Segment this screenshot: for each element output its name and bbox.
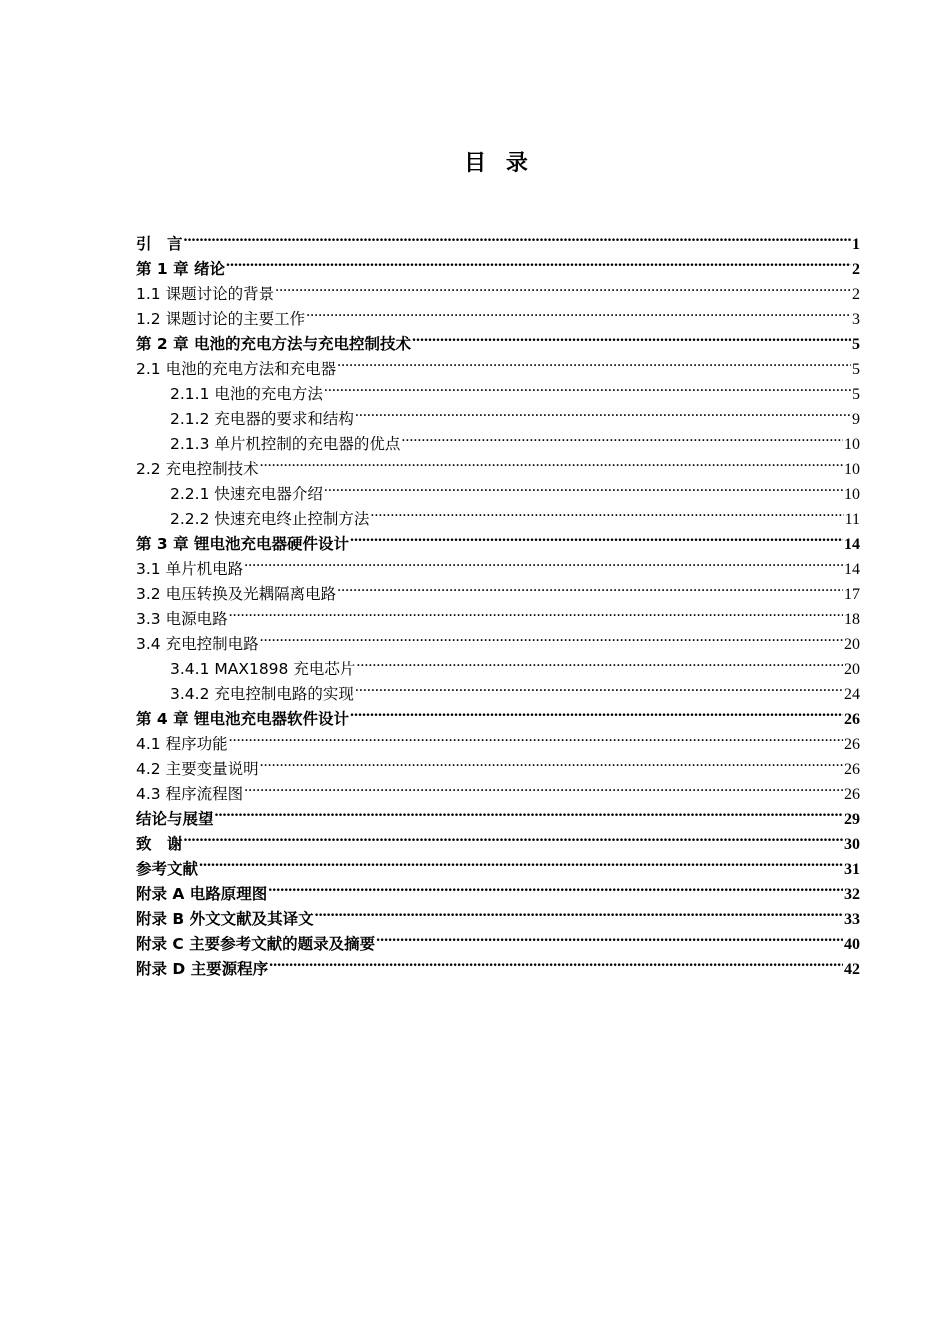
dot-leader bbox=[324, 374, 851, 399]
dot-leader bbox=[324, 474, 843, 499]
toc-entry[interactable] bbox=[136, 249, 860, 278]
dot-leader bbox=[355, 399, 851, 424]
dot-leader bbox=[184, 224, 851, 249]
toc-entry-page-number: 29 bbox=[844, 811, 860, 828]
toc-entry-page-number: 20 bbox=[844, 661, 860, 678]
toc-entry-page-number: 11 bbox=[844, 511, 860, 528]
toc-entry-label: 参考文献 bbox=[136, 860, 199, 878]
toc-entry-page-number: 40 bbox=[844, 936, 860, 953]
toc-entry[interactable] bbox=[136, 874, 860, 903]
dot-leader bbox=[244, 774, 843, 799]
toc-entry-label: 2.1.2 充电器的要求和结构 bbox=[170, 410, 354, 428]
toc-entry-label: 4.3 程序流程图 bbox=[136, 785, 244, 803]
toc-entry-label: 结论与展望 bbox=[136, 810, 214, 828]
dot-leader bbox=[356, 649, 843, 674]
dot-leader bbox=[229, 599, 843, 624]
toc-entry-label: 第 4 章 锂电池充电器软件设计 bbox=[136, 710, 349, 728]
toc-entry-page-number: 2 bbox=[852, 261, 860, 278]
dot-leader bbox=[215, 799, 843, 824]
toc-entry-label: 引 言 bbox=[136, 235, 183, 253]
dot-leader bbox=[184, 824, 843, 849]
toc-entry-page-number: 20 bbox=[844, 636, 860, 653]
toc-entry-label: 2.1.3 单片机控制的充电器的优点 bbox=[170, 435, 401, 453]
dot-leader bbox=[306, 299, 851, 324]
toc-entry-label: 致 谢 bbox=[136, 835, 183, 853]
dot-leader bbox=[376, 924, 843, 949]
toc-entry-label: 1.1 课题讨论的背景 bbox=[136, 285, 275, 303]
toc-entry[interactable] bbox=[136, 549, 860, 578]
dot-leader bbox=[260, 749, 843, 774]
toc-entry-label: 附录 D 主要源程序 bbox=[136, 960, 269, 978]
dot-leader bbox=[355, 674, 843, 699]
toc-entry-label: 2.2.1 快速充电器介绍 bbox=[170, 485, 323, 503]
dot-leader bbox=[260, 449, 843, 474]
dot-leader bbox=[350, 699, 843, 724]
toc-entry-page-number: 26 bbox=[844, 736, 860, 753]
toc-entry-page-number: 18 bbox=[844, 611, 860, 628]
toc-entry-page-number: 1 bbox=[852, 236, 860, 253]
toc-entry-page-number: 33 bbox=[844, 911, 860, 928]
dot-leader bbox=[226, 249, 851, 274]
dot-leader bbox=[268, 874, 843, 899]
toc-entry-page-number: 14 bbox=[844, 536, 860, 553]
toc-entry[interactable] bbox=[136, 749, 860, 778]
toc-entry-label: 2.1 电池的充电方法和充电器 bbox=[136, 360, 337, 378]
dot-leader bbox=[401, 424, 843, 449]
table-of-contents bbox=[136, 224, 860, 978]
dot-leader bbox=[229, 724, 843, 749]
toc-entry[interactable] bbox=[136, 274, 860, 303]
toc-entry-label: 附录 C 主要参考文献的题录及摘要 bbox=[136, 935, 376, 953]
toc-entry[interactable] bbox=[136, 824, 860, 853]
toc-entry-page-number: 30 bbox=[844, 836, 860, 853]
toc-title: 目 录 bbox=[464, 151, 534, 176]
toc-entry-page-number: 24 bbox=[844, 686, 860, 703]
toc-entry-page-number: 10 bbox=[844, 486, 860, 503]
toc-entry-page-number: 3 bbox=[852, 311, 860, 328]
toc-entry[interactable] bbox=[136, 724, 860, 753]
toc-entry[interactable] bbox=[136, 224, 860, 253]
toc-entry-page-number: 2 bbox=[852, 286, 860, 303]
toc-entry-label: 3.4 充电控制电路 bbox=[136, 635, 259, 653]
toc-entry-label: 第 3 章 锂电池充电器硬件设计 bbox=[136, 535, 349, 553]
toc-entry-page-number: 5 bbox=[852, 336, 860, 353]
toc-entry-label: 2.2.2 快速充电终止控制方法 bbox=[170, 510, 370, 528]
toc-entry-page-number: 10 bbox=[844, 461, 860, 478]
toc-entry-label: 3.2 电压转换及光耦隔离电路 bbox=[136, 585, 337, 603]
toc-entry-label: 3.4.1 MAX1898 充电芯片 bbox=[170, 660, 356, 678]
toc-entry-page-number: 42 bbox=[844, 961, 860, 978]
toc-entry-page-number: 14 bbox=[844, 561, 860, 578]
toc-entry-page-number: 32 bbox=[844, 886, 860, 903]
dot-leader bbox=[412, 324, 851, 349]
toc-entry-label: 附录 B 外文文献及其译文 bbox=[136, 910, 314, 928]
toc-entry-page-number: 26 bbox=[844, 711, 860, 728]
toc-entry[interactable] bbox=[136, 624, 860, 653]
dot-leader bbox=[244, 549, 843, 574]
toc-entry-page-number: 9 bbox=[852, 411, 860, 428]
toc-entry-label: 1.2 课题讨论的主要工作 bbox=[136, 310, 306, 328]
toc-entry-page-number: 26 bbox=[844, 761, 860, 778]
toc-entry[interactable] bbox=[136, 774, 860, 803]
dot-leader bbox=[315, 899, 843, 924]
dot-leader bbox=[337, 574, 843, 599]
toc-entry-page-number: 5 bbox=[852, 361, 860, 378]
dot-leader bbox=[260, 624, 843, 649]
toc-entry-label: 2.2 充电控制技术 bbox=[136, 460, 259, 478]
toc-entry-label: 3.4.2 充电控制电路的实现 bbox=[170, 685, 354, 703]
toc-entry[interactable] bbox=[136, 849, 860, 878]
toc-entry-label: 附录 A 电路原理图 bbox=[136, 885, 268, 903]
toc-entry-page-number: 10 bbox=[844, 436, 860, 453]
toc-entry-page-number: 17 bbox=[844, 586, 860, 603]
dot-leader bbox=[275, 274, 851, 299]
toc-entry-label: 3.1 单片机电路 bbox=[136, 560, 244, 578]
dot-leader bbox=[370, 499, 843, 524]
toc-entry-label: 第 2 章 电池的充电方法与充电控制技术 bbox=[136, 335, 411, 353]
toc-entry-page-number: 5 bbox=[852, 386, 860, 403]
dot-leader bbox=[199, 849, 843, 874]
toc-entry-page-number: 26 bbox=[844, 786, 860, 803]
toc-entry[interactable] bbox=[136, 599, 860, 628]
toc-entry-label: 4.2 主要变量说明 bbox=[136, 760, 259, 778]
toc-entry-label: 4.1 程序功能 bbox=[136, 735, 228, 753]
toc-entry-label: 3.3 电源电路 bbox=[136, 610, 228, 628]
toc-entry[interactable] bbox=[136, 574, 860, 603]
toc-entry-label: 第 1 章 绪论 bbox=[136, 260, 225, 278]
dot-leader bbox=[350, 524, 843, 549]
dot-leader bbox=[269, 949, 843, 974]
toc-entry-page-number: 31 bbox=[844, 861, 860, 878]
dot-leader bbox=[337, 349, 851, 374]
toc-entry[interactable] bbox=[136, 799, 860, 828]
toc-entry-label: 2.1.1 电池的充电方法 bbox=[170, 385, 323, 403]
